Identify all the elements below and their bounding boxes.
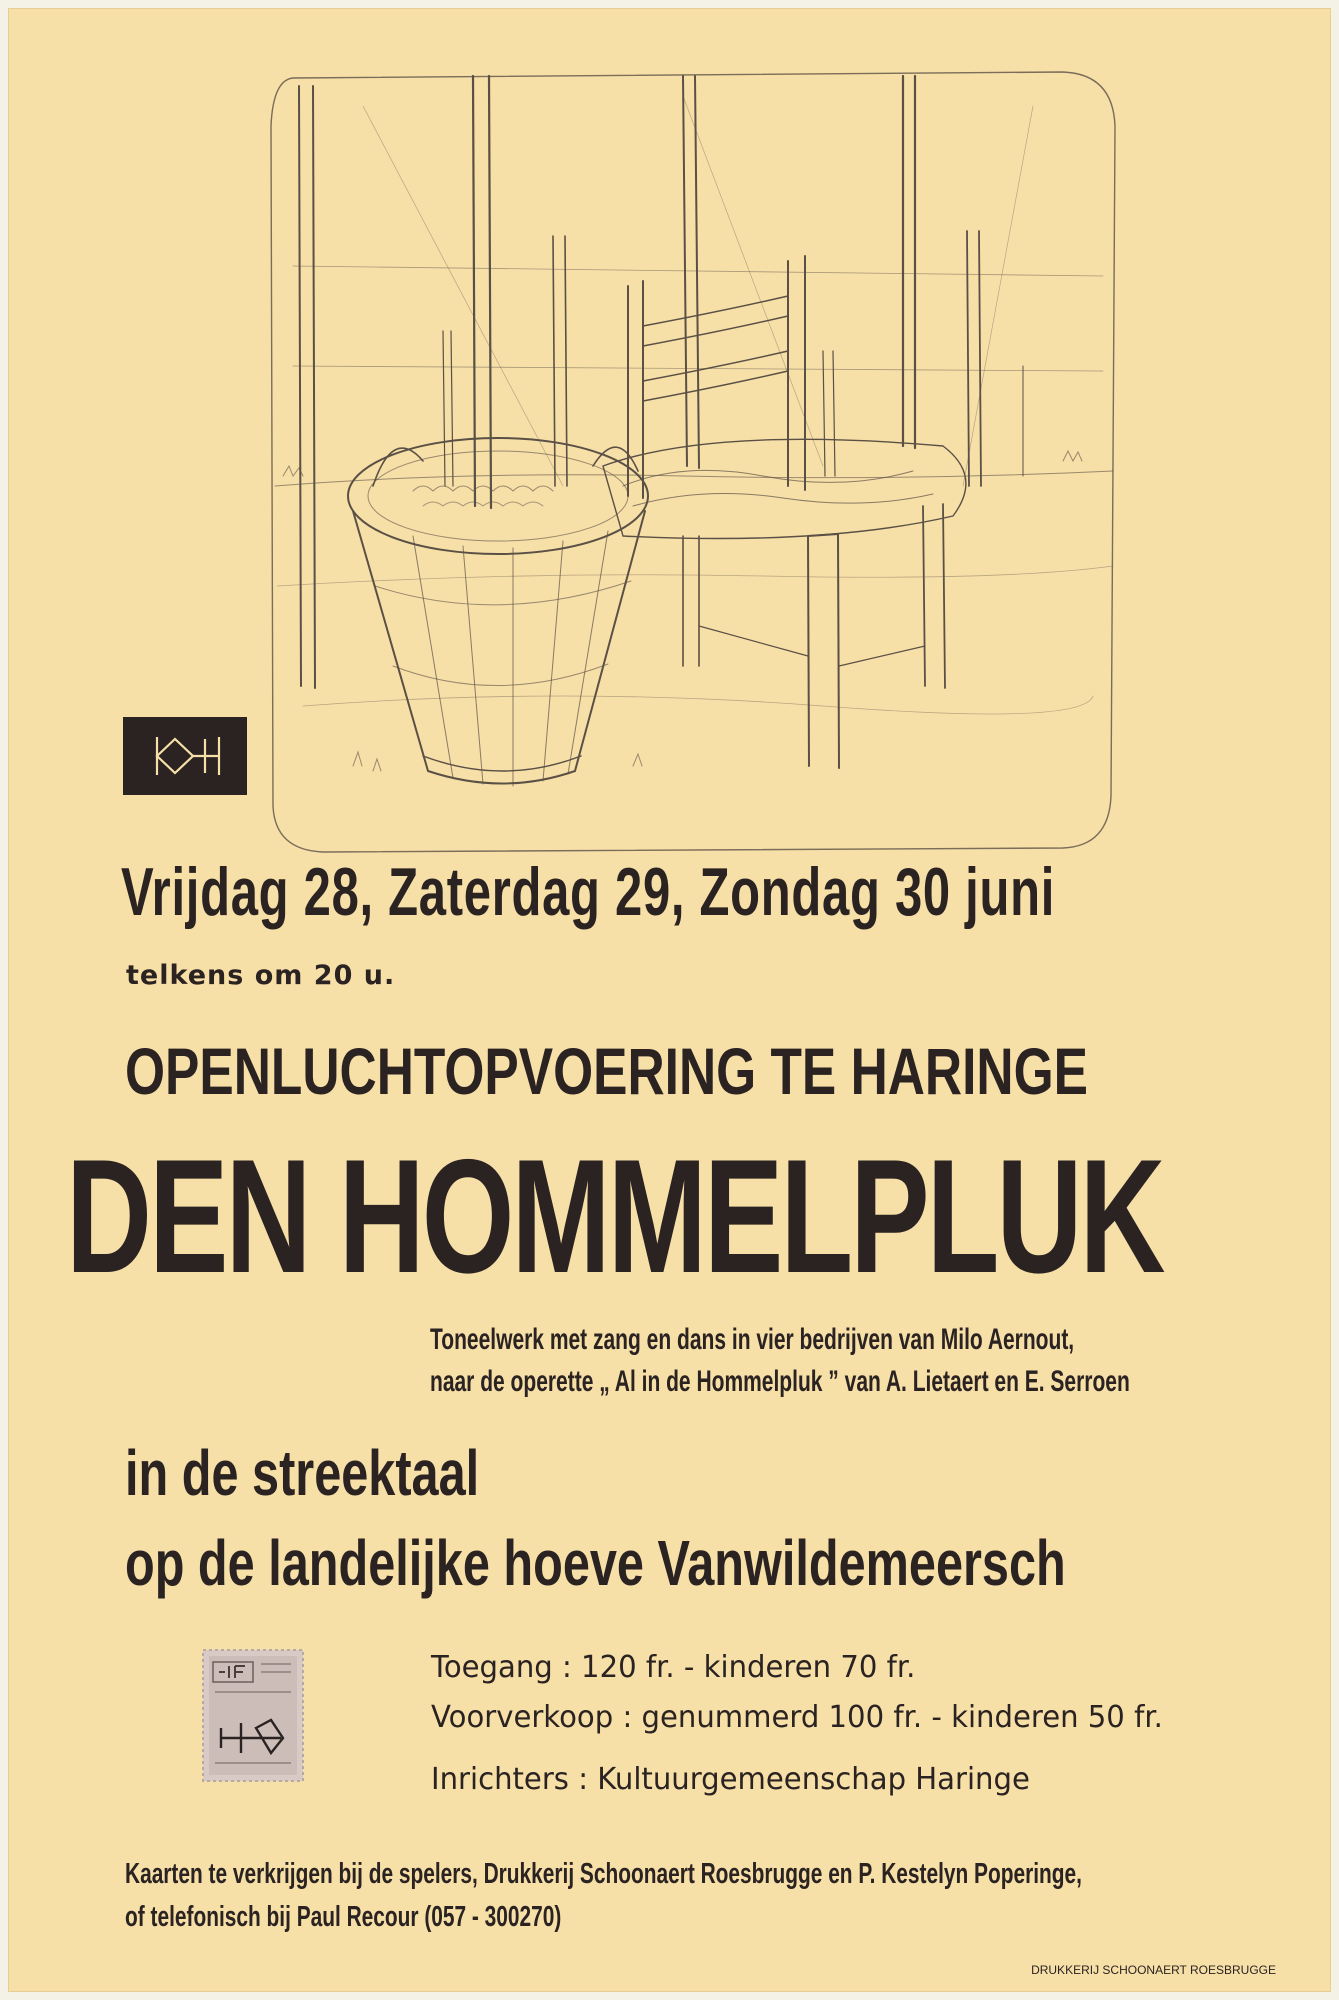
event-subtitle: OPENLUCHTOPVOERING TE HARINGE [125, 1034, 1088, 1108]
performance-dates: Vrijdag 28, Zaterdag 29, Zondag 30 juni [121, 854, 1056, 930]
presale-prices: Voorverkoop : genummerd 100 fr. - kinderen 50 fr. [431, 1700, 1163, 1735]
printer-credit: DRUKKERIJ SCHOONAERT ROESBRUGGE [1031, 1963, 1276, 1977]
language-line: in de streektaal [125, 1437, 480, 1509]
kh-monogram-icon [123, 717, 247, 795]
hop-basket-sketch [263, 66, 1118, 861]
tickets-line-1: Kaarten te verkrijgen bij de spelers, Drukkerij Schoonaert Roesbrugge en P. Kestelyn Poperinge, [125, 1858, 1082, 1890]
performance-time: telkens om 20 u. [126, 960, 396, 991]
play-title: DEN HOMMELPLUK [66, 1126, 1163, 1307]
tax-stamp-icon [201, 1648, 305, 1783]
description-line-1: Toneelwerk met zang en dans in vier bedrijven van Milo Aernout, [430, 1323, 1075, 1356]
tickets-line-2: of telefonisch bij Paul Recour (057 - 300270) [125, 1901, 562, 1933]
organizers: Inrichters : Kultuurgemeenschap Haringe [431, 1762, 1030, 1797]
description-line-2: naar de operette „ Al in de Hommelpluk ” van A. Lietaert en E. Serroen [430, 1365, 1130, 1398]
poster [8, 8, 1331, 1992]
admission-prices: Toegang : 120 fr. - kinderen 70 fr. [431, 1650, 916, 1685]
location-line: op de landelijke hoeve Vanwildemeersch [125, 1527, 1066, 1599]
